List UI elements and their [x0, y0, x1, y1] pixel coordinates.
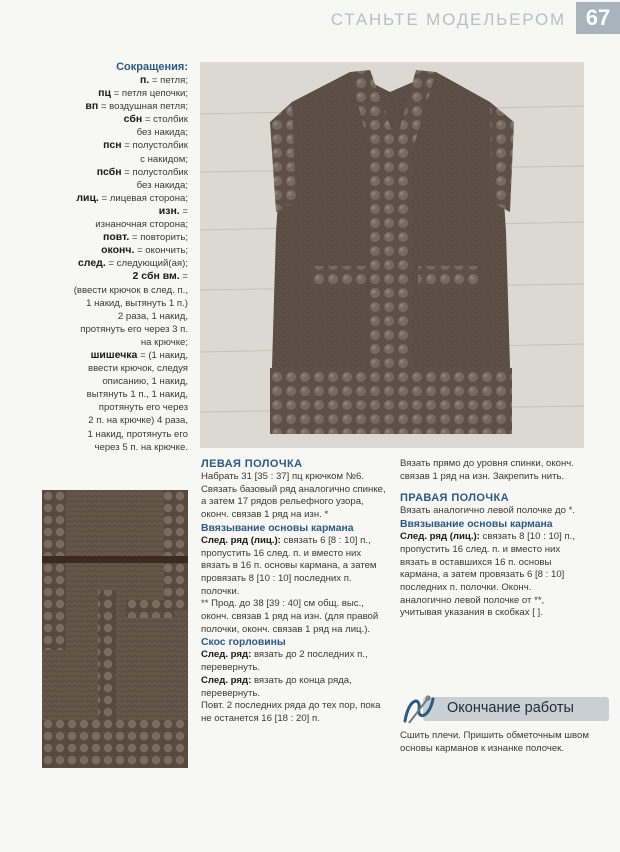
abbreviation-definition: = следующий(ая);: [105, 258, 188, 270]
neck-row-2-text: вязать до конца ряда, перевернуть.: [201, 674, 352, 699]
abbreviation-line: [10, 428, 188, 441]
abbreviations-heading: Сокращения:: [116, 61, 188, 73]
abbreviation-definition: = петля;: [149, 75, 188, 86]
abbreviation-definition: = воздушная петля;: [98, 101, 188, 113]
abbreviation-definition: = петля цепочки;: [110, 88, 188, 100]
right-pocket-row: [400, 531, 582, 620]
abbreviation-definition: описанию, 1 накид,: [102, 376, 188, 388]
model-image: [42, 490, 188, 768]
abbreviation-line: [10, 100, 188, 113]
abbreviation-definition: (ввести крючок в след. п.,: [73, 284, 188, 296]
abbreviation-definition: изнаночная сторона;: [95, 219, 188, 231]
abbreviation-line: [10, 323, 188, 336]
abbreviation-definition: протянуть его через: [98, 402, 188, 414]
abbreviation-definition: = полустолбик: [121, 140, 188, 152]
abbreviation-term: пц: [98, 87, 111, 100]
abbreviation-line: [10, 244, 188, 257]
page-number: 67: [576, 2, 620, 34]
abbreviation-definition: = столбик: [142, 114, 188, 126]
right-front-title: ПРАВАЯ ПОЛОЧКА: [400, 492, 509, 505]
abbreviation-line: [10, 336, 188, 349]
abbreviation-term: изн.: [158, 204, 180, 217]
abbreviation-line: [10, 205, 188, 218]
abbreviation-line: [10, 218, 188, 231]
model-photo: [42, 490, 188, 768]
left-front-title: ЛЕВАЯ ПОЛОЧКА: [201, 458, 303, 470]
abbreviation-definition: =: [179, 271, 188, 283]
abbreviation-definition: = лицевая сторона;: [98, 192, 188, 204]
neck-row-1-text: вязать до 2 последних п., перевернуть.: [201, 649, 368, 674]
neck-row-1-label: След. ряд:: [201, 649, 252, 661]
abbreviation-term: псбн: [96, 165, 122, 178]
needle-thread-icon: [399, 693, 439, 725]
abbreviation-term: 2 сбн вм.: [132, 270, 180, 283]
left-pocket-row-label: След. ряд (лиц.):: [201, 534, 281, 546]
right-continue-text: Вязать прямо до уровня спинки, оконч. связав 1 ряд на изн. Закрепить нить.: [400, 458, 574, 482]
abbreviation-term: повт.: [103, 231, 130, 244]
abbreviation-line: [10, 126, 188, 139]
abbreviation-definition: с накидом;: [140, 153, 188, 165]
left-front-intro: Набрать 31 [35 : 37] пц крючком №6. Связать базовый ряд аналогично спинке, а затем 17 рядов рельефного узора, оконч. связав 1 ряд на изн. *: [201, 471, 386, 521]
finishing-text: Сшить плечи. Пришить обметочным швом основы карманов к изнанке полочек.: [400, 730, 589, 754]
abbreviation-definition: 1 накид, вытянуть 1 п.): [86, 297, 188, 309]
left-pocket-row-text: связать 6 [8 : 10] п., пропустить 16 след. п. и вместо них вязать в 16 п. основы кармана, а затем провязать 8 [10 : 10] последних п. полочки.: [201, 534, 377, 597]
abbreviation-line: [10, 153, 188, 166]
left-pocket-row: [201, 535, 391, 599]
abbreviation-term: шишечка: [90, 348, 138, 361]
abbreviation-term: псн: [103, 139, 122, 152]
right-pocket-row-label: След. ряд (лиц.):: [400, 531, 480, 543]
neck-row-2-label: След. ряд:: [201, 674, 252, 686]
left-pocket-title: Ввязывание основы кармана: [201, 522, 354, 534]
abbreviation-definition: без накида;: [136, 179, 188, 191]
abbreviation-definition: ввести крючок, следуя: [87, 363, 188, 375]
abbreviation-definition: = окончить;: [134, 245, 188, 257]
abbreviation-definition: вытянуть 1 п., 1 накид,: [86, 389, 188, 401]
abbreviation-definition: через 5 п. на крючке.: [94, 441, 188, 453]
left-front-section: [201, 458, 391, 726]
abbreviation-definition: 2 раза, 1 накид,: [117, 310, 188, 322]
abbreviation-line: [10, 257, 188, 270]
neck-row-2: [201, 675, 391, 700]
vest-image: [200, 62, 584, 448]
vest-photo: [200, 62, 584, 448]
abbreviation-definition: без накида;: [136, 127, 188, 139]
abbreviation-line: [10, 297, 188, 310]
abbreviation-line: [10, 284, 188, 297]
right-pocket-title: Ввязывание основы кармана: [400, 519, 553, 531]
right-front-intro: Вязать аналогично левой полочке до *.: [400, 505, 575, 517]
abbreviation-line: [10, 139, 188, 152]
abbreviation-line: [10, 192, 188, 205]
abbreviation-line: [10, 74, 188, 87]
neck-row-1: [201, 649, 391, 674]
abbreviation-line: [10, 375, 188, 388]
abbreviation-term: п.: [139, 74, 150, 86]
neck-repeat-text: Повт. 2 последних ряда до тех пор, пока не останется 16 [18 : 20] п.: [201, 700, 381, 724]
neck-shaping-title: Скос горловины: [201, 637, 286, 649]
abbreviation-line: [10, 179, 188, 192]
abbreviation-line: [10, 270, 188, 283]
abbreviation-line: [10, 414, 188, 427]
abbreviation-definition: 1 накид, протянуть его: [87, 428, 188, 440]
abbreviation-term: вп: [85, 100, 99, 113]
abbreviation-definition: =: [179, 205, 188, 217]
abbreviation-line: [10, 166, 188, 179]
abbreviation-line: [10, 388, 188, 401]
abbreviation-line: [10, 113, 188, 126]
abbreviation-line: [10, 441, 188, 454]
abbreviation-line: [10, 310, 188, 323]
abbreviation-line: [10, 362, 188, 375]
abbreviation-line: [10, 87, 188, 100]
abbreviations-list: [10, 74, 188, 454]
finishing-title: Окончание работы: [447, 700, 574, 716]
abbreviation-definition: = полустолбик: [121, 166, 188, 178]
abbreviation-term: след.: [77, 257, 106, 270]
abbreviations-sidebar: [10, 60, 188, 454]
abbreviation-definition: на крючке;: [140, 336, 188, 348]
abbreviation-term: сбн: [123, 113, 143, 126]
left-continue-text: ** Прод. до 38 [39 : 40] см общ. выс., оконч. связав 1 ряд на изн. (для правой полочки, оконч. связав 1 ряд на лиц.).: [201, 598, 379, 635]
abbreviation-definition: = (1 накид,: [137, 349, 188, 361]
right-pocket-row-text: связать 8 [10 : 10] п., пропустить 16 след. п. и вместо них вязать в оставшихся 16 п. основы кармана, а затем провязать 6 [8 : 10] последних п. полочки. Оконч. аналогично левой полочке от **, учитывая указания в скобках [ ].: [400, 531, 575, 619]
abbreviation-line: [10, 401, 188, 414]
abbreviation-definition: = повторить;: [129, 232, 188, 244]
abbreviation-term: оконч.: [101, 244, 135, 257]
abbreviation-definition: 2 п. на крючке) 4 раза,: [88, 415, 188, 427]
abbreviation-line: [10, 231, 188, 244]
abbreviation-definition: протянуть его через 3 п.: [80, 323, 188, 335]
abbreviation-line: [10, 349, 188, 362]
right-front-section: [400, 458, 582, 620]
finishing-heading-box: [399, 693, 609, 724]
page-header-title: СТАНЬТЕ МОДЕЛЬЕРОМ: [330, 10, 566, 29]
abbreviation-term: лиц.: [76, 191, 99, 204]
